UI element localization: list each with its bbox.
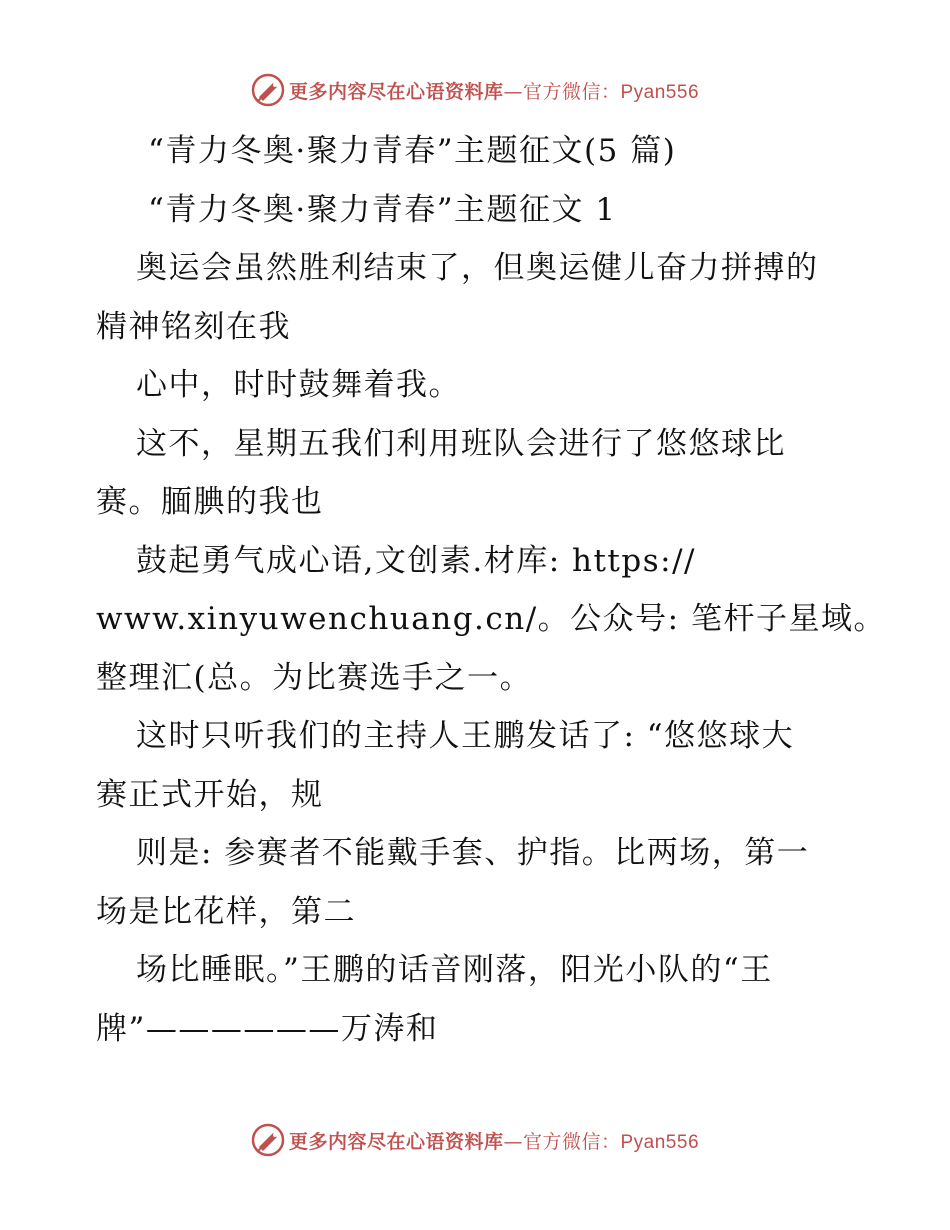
banner-separator: — [503, 1130, 523, 1153]
header-banner[interactable] [0, 70, 950, 110]
banner-brand: 更多内容尽在心语资料库 [288, 80, 504, 103]
banner-wechat-label: 官方微信： [522, 1130, 621, 1153]
paragraph-line: 这时只听我们的主持人王鹏发话了: “悠悠球大 [136, 718, 795, 754]
paragraph-line: 整理汇(总。为比赛选手之一。 [96, 659, 533, 696]
paragraph-line: 这不，星期五我们利用班队会进行了悠悠球比 [136, 425, 786, 462]
paragraph-line: 奥运会虽然胜利结束了，但奥运健儿奋力拼搏的 [136, 250, 819, 286]
paragraph-line: 牌”——————万涛和 [96, 1010, 439, 1047]
paragraph-line: 赛。腼腆的我也 [96, 484, 324, 520]
banner-brand: 更多内容尽在心语资料库 [288, 1130, 504, 1153]
pen-nib-logo-icon [251, 1123, 285, 1157]
paragraph-line: 赛正式开始，规 [96, 776, 324, 813]
paragraph-line: 精神铭刻在我 [96, 308, 291, 345]
paragraph-line: 鼓起勇气成心语,文创素.材库: https:// [136, 542, 696, 579]
paragraph-line: 则是: 参赛者不能戴手套、护指。比两场，第一 [136, 835, 810, 871]
banner-text [289, 77, 699, 104]
footer-banner[interactable] [0, 1120, 950, 1160]
banner-wechat-label: 官方微信： [522, 80, 621, 103]
banner-text [289, 1127, 699, 1154]
document-body [96, 122, 886, 1058]
paragraph-line: 场是比花样，第二 [96, 893, 356, 930]
banner-wechat-id: Pyan556 [620, 81, 700, 103]
paragraph-line: www.xinyuwenchuang.cn/。公众号: 笔杆子星域。 [96, 601, 886, 637]
pen-nib-logo-icon [251, 73, 285, 107]
banner-separator: — [503, 80, 523, 103]
paragraph-line: 心中，时时鼓舞着我。 [136, 367, 461, 403]
banner-wechat-id: Pyan556 [620, 1131, 700, 1153]
paragraph-line: 场比睡眠。”王鹏的话音刚落，阳光小队的“王 [136, 952, 773, 988]
document-title: “青力冬奥·聚力青春”主题征文(5 篇) [148, 133, 677, 169]
document-subtitle: “青力冬奥·聚力青春”主题征文 1 [148, 191, 617, 228]
